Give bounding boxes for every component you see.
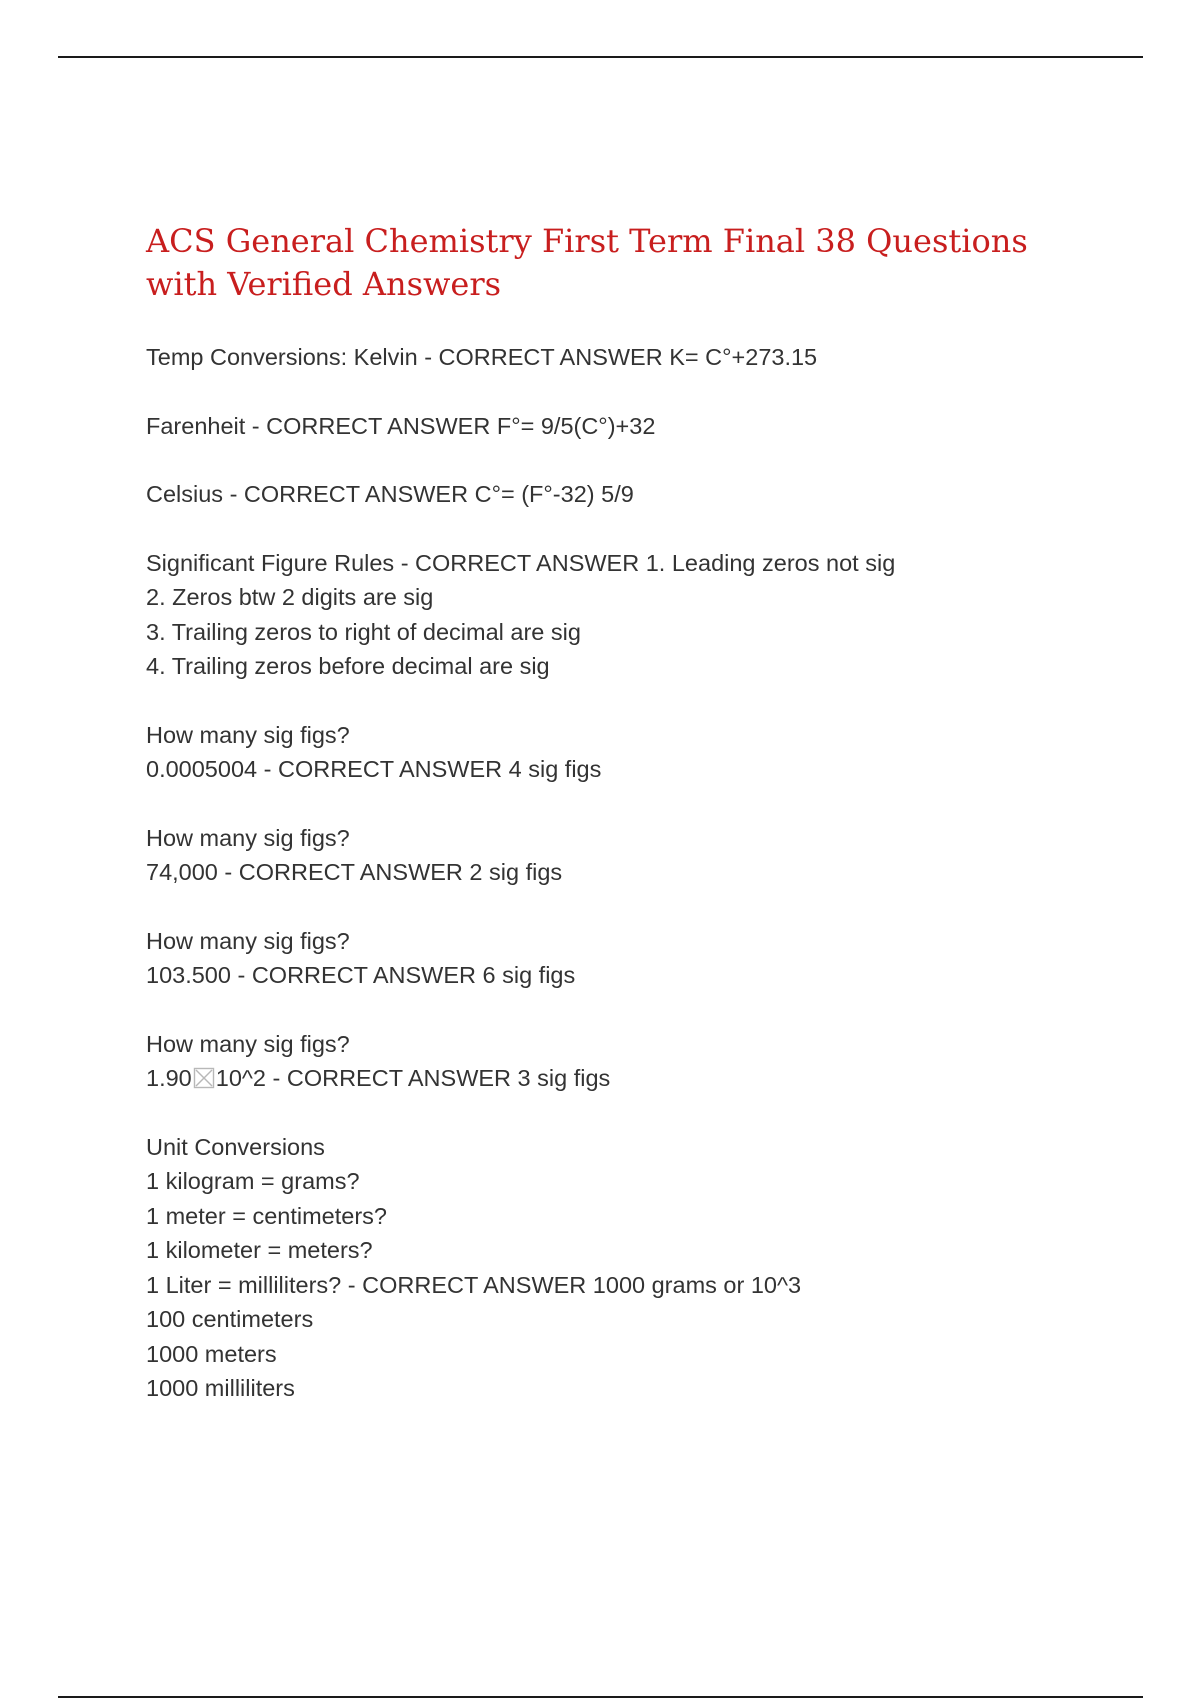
- qa-item-celsius: [146, 477, 1076, 512]
- qa-item-sig-figs-1: [146, 718, 1076, 787]
- text-line: How many sig figs?: [146, 721, 350, 748]
- text-line: How many sig figs?: [146, 927, 350, 954]
- sci-notation-line: [146, 1061, 1076, 1096]
- text-line: Significant Figure Rules - CORRECT ANSWER 1. Leading zeros not sig: [146, 549, 896, 576]
- text-line: 3. Trailing zeros to right of decimal are sig: [146, 618, 581, 645]
- header-rule: [58, 56, 1143, 58]
- text-line: How many sig figs?: [146, 824, 350, 851]
- qa-item-fahrenheit: [146, 409, 1076, 444]
- text-line: Unit Conversions: [146, 1133, 325, 1160]
- footer-rule: [58, 1696, 1143, 1698]
- text-line: Celsius - CORRECT ANSWER C°= (F°-32) 5/9: [146, 481, 634, 507]
- text-line: Temp Conversions: Kelvin - CORRECT ANSWER K= C°+273.15: [146, 344, 818, 370]
- text-line: 1000 meters: [146, 1340, 277, 1367]
- text-line: 1 kilometer = meters?: [146, 1237, 373, 1263]
- text-line: 1 kilogram = grams?: [146, 1168, 360, 1194]
- document-body: [146, 220, 1076, 1440]
- text-line: Farenheit - CORRECT ANSWER F°= 9/5(C°)+32: [146, 412, 656, 439]
- qa-item-sig-fig-rules: [146, 546, 1076, 684]
- text-line: 4. Trailing zeros before decimal are sig: [146, 653, 550, 679]
- qa-item-sig-figs-3: [146, 924, 1076, 993]
- text-fragment: 10^2 - CORRECT ANSWER 3 sig figs: [215, 1065, 611, 1091]
- missing-glyph-icon: [193, 1067, 215, 1089]
- text-line: 1 meter = centimeters?: [146, 1202, 387, 1229]
- qa-item-sig-figs-4: [146, 1027, 1076, 1096]
- text-line: 1 Liter = milliliters? - CORRECT ANSWER 1000 grams or 10^3: [146, 1271, 802, 1298]
- text-line: 0.0005004 - CORRECT ANSWER 4 sig figs: [146, 756, 602, 782]
- qa-item-unit-conversions: [146, 1130, 1076, 1406]
- text-line: 100 centimeters: [146, 1306, 314, 1332]
- text-line: 1000 milliliters: [146, 1375, 295, 1401]
- text-line: 103.500 - CORRECT ANSWER 6 sig figs: [146, 962, 576, 988]
- text-line: How many sig figs?: [146, 1030, 350, 1057]
- document-title: ACS General Chemistry First Term Final 38 Questions with Verified Answers: [146, 222, 1028, 303]
- qa-item-kelvin: [146, 340, 1076, 375]
- text-line: 74,000 - CORRECT ANSWER 2 sig figs: [146, 859, 563, 885]
- qa-item-sig-figs-2: [146, 821, 1076, 890]
- text-line: 2. Zeros btw 2 digits are sig: [146, 584, 434, 610]
- text-fragment: 1.90: [146, 1065, 192, 1091]
